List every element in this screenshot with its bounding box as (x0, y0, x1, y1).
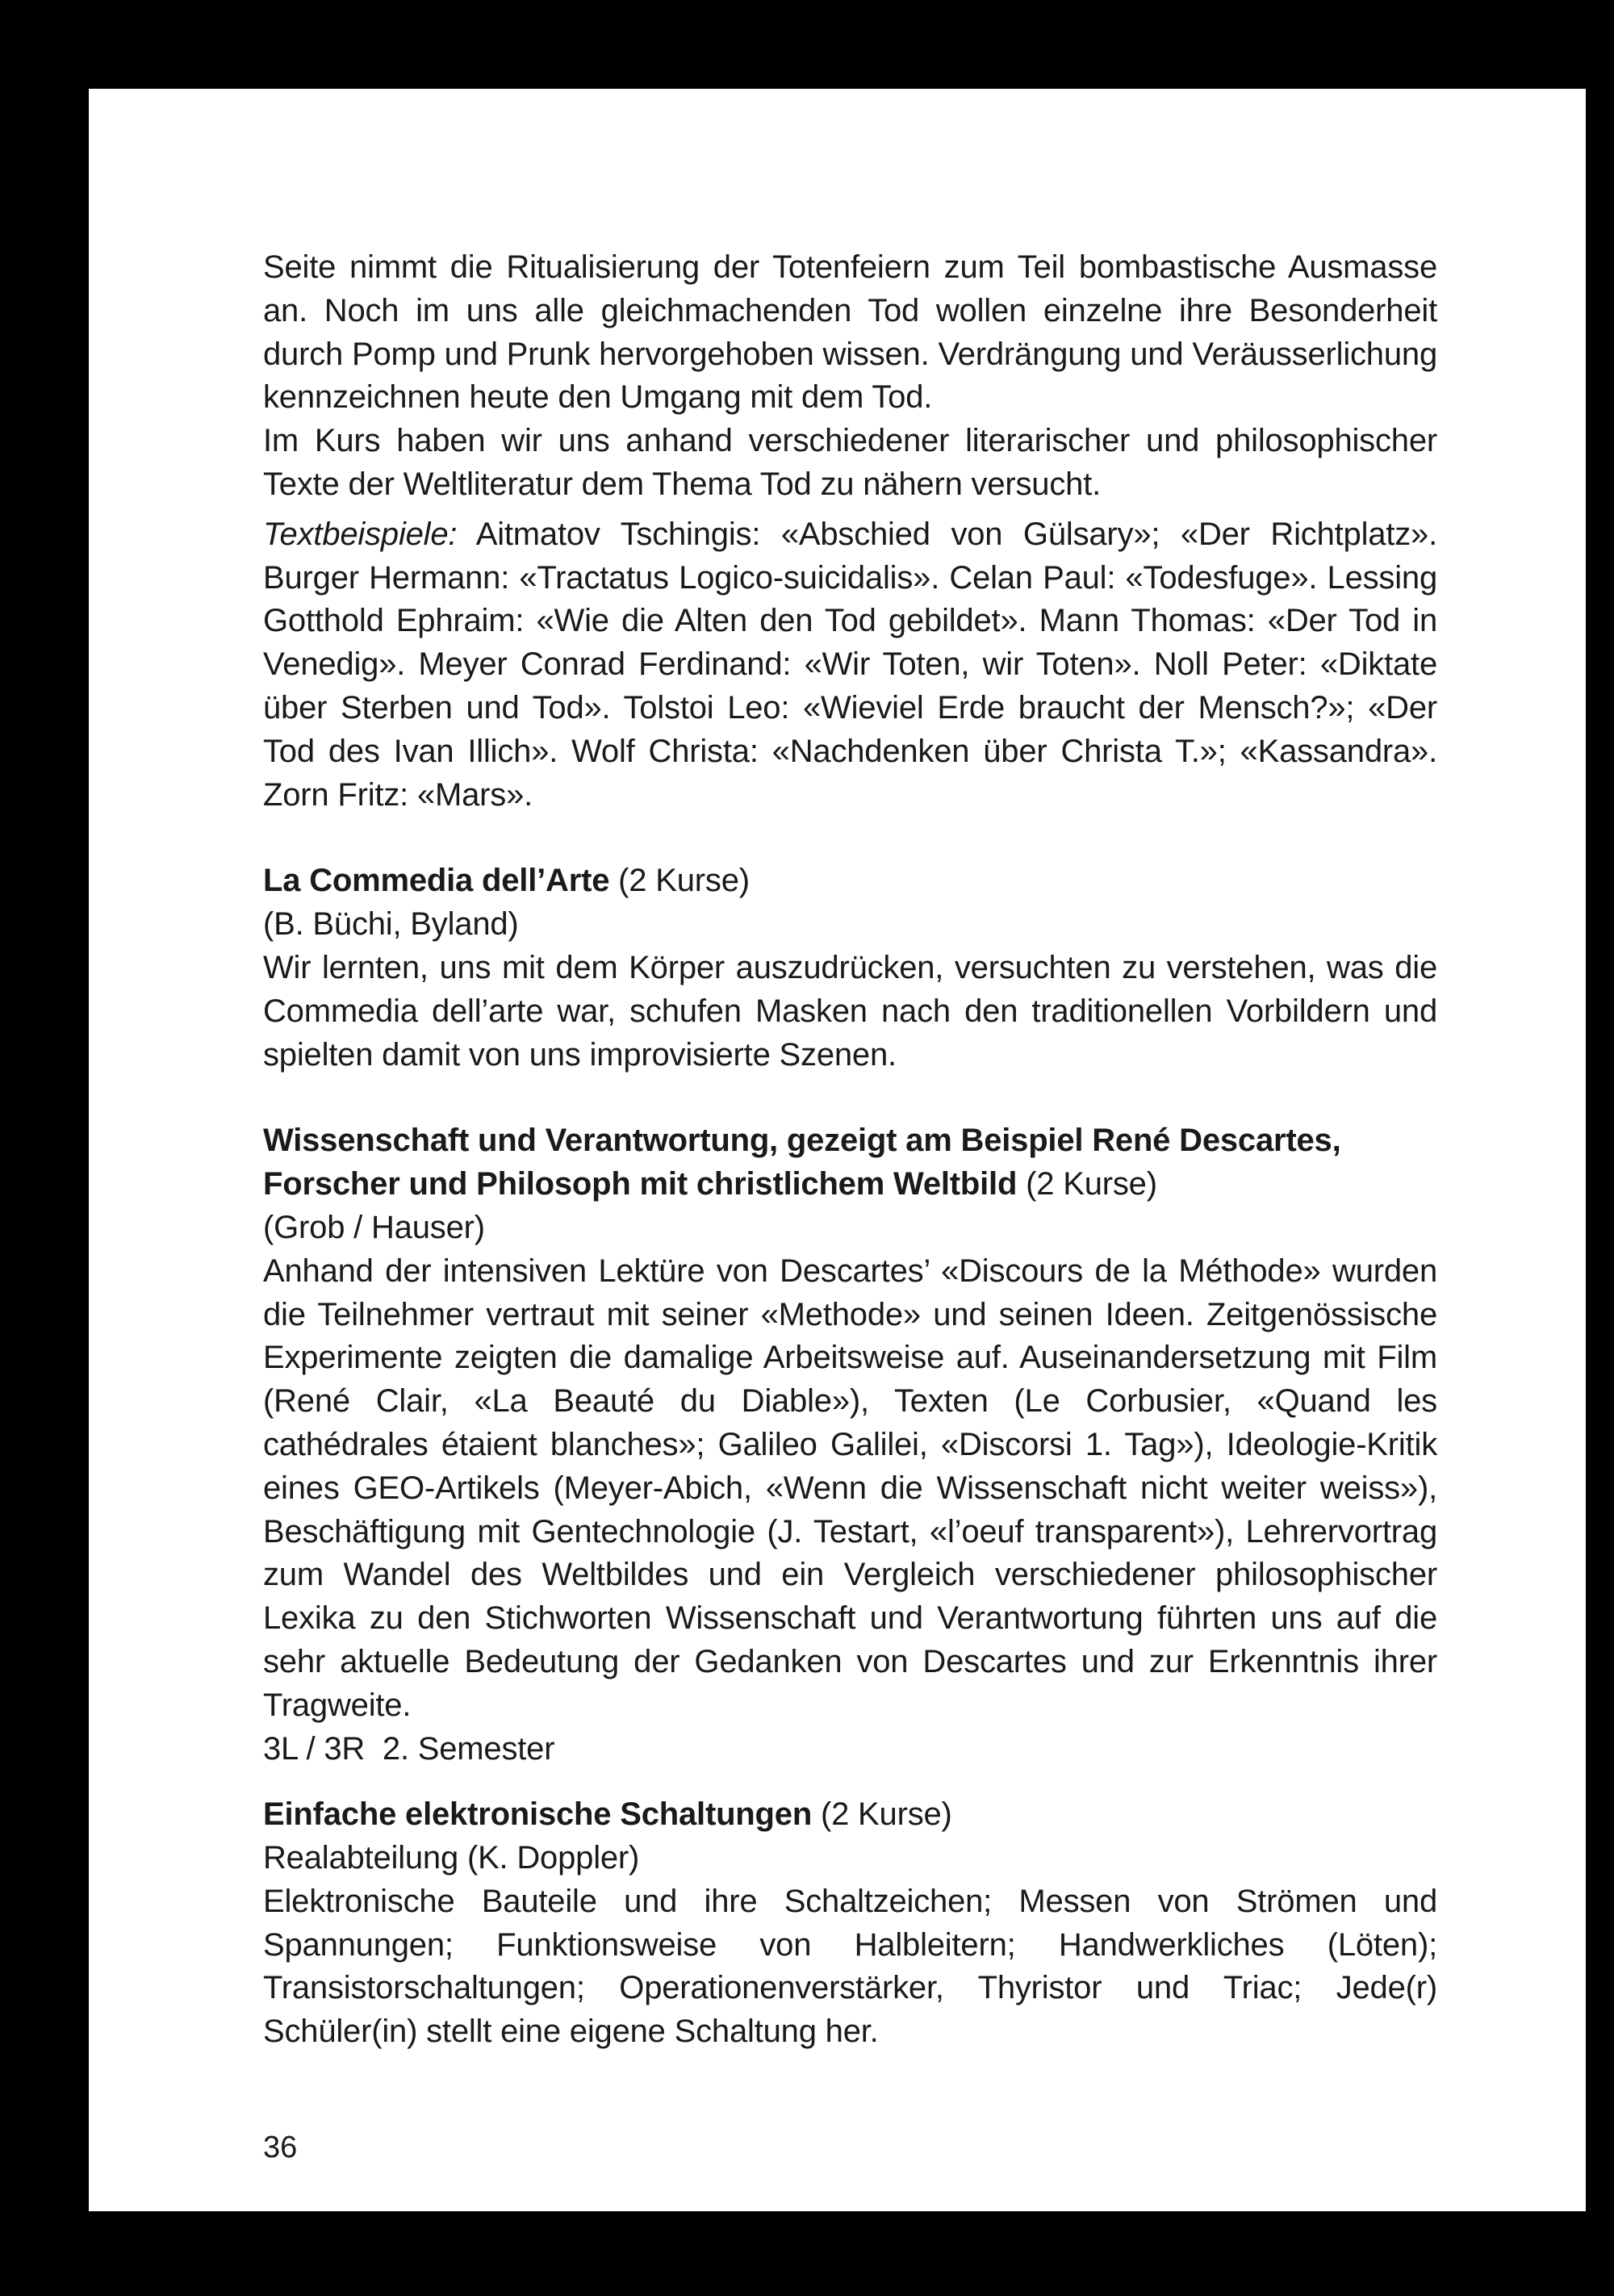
commedia-teachers: (B. Büchi, Byland) (263, 906, 519, 943)
intro-paragraph: Seite nimmt die Ritualisierung der Totenfeiern zum Teil bombastische Ausmasse an. Noch im uns alle gleichmachenden Tod wollen einzelne ihre Besonderheit durch Pomp und Prunk hervorgehoben wissen. Verdrängung und Veräusserlichung kennzeichnen heute den Umgang mit dem Tod. (263, 249, 1437, 416)
electronics-courses: (2 Kurse) (812, 1796, 952, 1833)
electronics-heading (263, 1793, 1437, 1837)
document-page (89, 89, 1586, 2211)
text-examples-list: Aitmatov Tschingis: «Abschied von Gülsary»; «Der Richtplatz». Burger Hermann: «Tractatus Logico-suicidalis». Celan Paul: «Todesfuge». Lessing Gotthold Ephraim: «Wie die Alten den Tod gebildet». Mann Thomas: «Der Tod in Venedig». Meyer Conrad Ferdinand: «Wir Toten, wir Toten». Noll Peter: «Diktate über Sterben und Tod». Tolstoi Leo: «Wieviel Erde braucht der Mensch?»; «Der Tod des Ivan Illich». Wolf Christa: «Nachdenken über Christa T.»; «Kassandra». Zorn Fritz: «Mars». (263, 516, 1437, 813)
page-number: 36 (263, 2131, 298, 2164)
intro-course-paragraph: Im Kurs haben wir uns anhand verschiedener literarischer und philosophischer Texte der Weltliteratur dem Thema Tod zu nähern versucht. (263, 423, 1437, 502)
commedia-heading (263, 859, 1437, 903)
descartes-teachers: (Grob / Hauser) (263, 1209, 485, 1245)
descartes-title-line2: Forscher und Philosoph mit christlichem Weltbild (263, 1166, 1018, 1202)
text-examples-paragraph (263, 513, 1437, 818)
commedia-body: Wir lernten, uns mit dem Körper auszudrücken, versuchten zu verstehen, was die Commedia dell’arte war, schufen Masken nach den traditionellen Vorbildern und spielten damit von uns improvisierte Szenen. (263, 949, 1437, 1073)
descartes-title-line1: Wissenschaft und Verantwortung, gezeigt am Beispiel René Descartes, (263, 1123, 1341, 1159)
descartes-body: Anhand der intensiven Lektüre von Descartes’ «Discours de la Méthode» wurden die Teilnehmer vertraut mit seiner «Methode» und seinen Ideen. Zeitgenössische Experimente zeigten die damalige Arbeitsweise auf. Auseinandersetzung mit Film (René Clair, «La Beauté du Diable»), Texten (Le Corbusier, «Quand les cathédrales étaient blanches»; Galileo Galilei, «Discorsi 1. Tag»), Ideologie-Kritik eines GEO-Artikels (Meyer-Abich, «Wenn die Wissenschaft nicht weiter weiss»), Beschäftigung mit Gentechnologie (J. Testart, «l’oeuf transparent»), Lehrervortrag zum Wandel des Weltbildes und ein Vergleich verschiedener philosophischer Lexika zu den Stichworten Wissenschaft und Verantwortung führten uns auf die sehr aktuelle Bedeutung der Gedanken von Descartes und zur Erkenntnis ihrer Tragweite. (263, 1253, 1437, 1723)
commedia-title: La Commedia dell’Arte (263, 863, 610, 899)
descartes-heading (263, 1119, 1437, 1207)
descartes-courses: (2 Kurse) (1017, 1166, 1157, 1202)
page-content (263, 246, 1437, 2054)
semester-heading: 3L / 3R 2. Semester (263, 1730, 555, 1767)
text-examples-label: Textbeispiele: (263, 516, 458, 552)
electronics-teachers: Realabteilung (K. Doppler) (263, 1840, 640, 1876)
electronics-title: Einfache elektronische Schaltungen (263, 1796, 813, 1833)
electronics-body: Elektronische Bauteile und ihre Schaltzeichen; Messen von Strömen und Spannungen; Funktionsweise von Halbleitern; Handwerkliches (Löten); Transistorschaltungen; Operationenverstärker, Thyristor und Triac; Jede(r) Schüler(in) stellt eine eigene Schaltung her. (263, 1883, 1437, 2050)
commedia-courses: (2 Kurse) (609, 863, 750, 899)
